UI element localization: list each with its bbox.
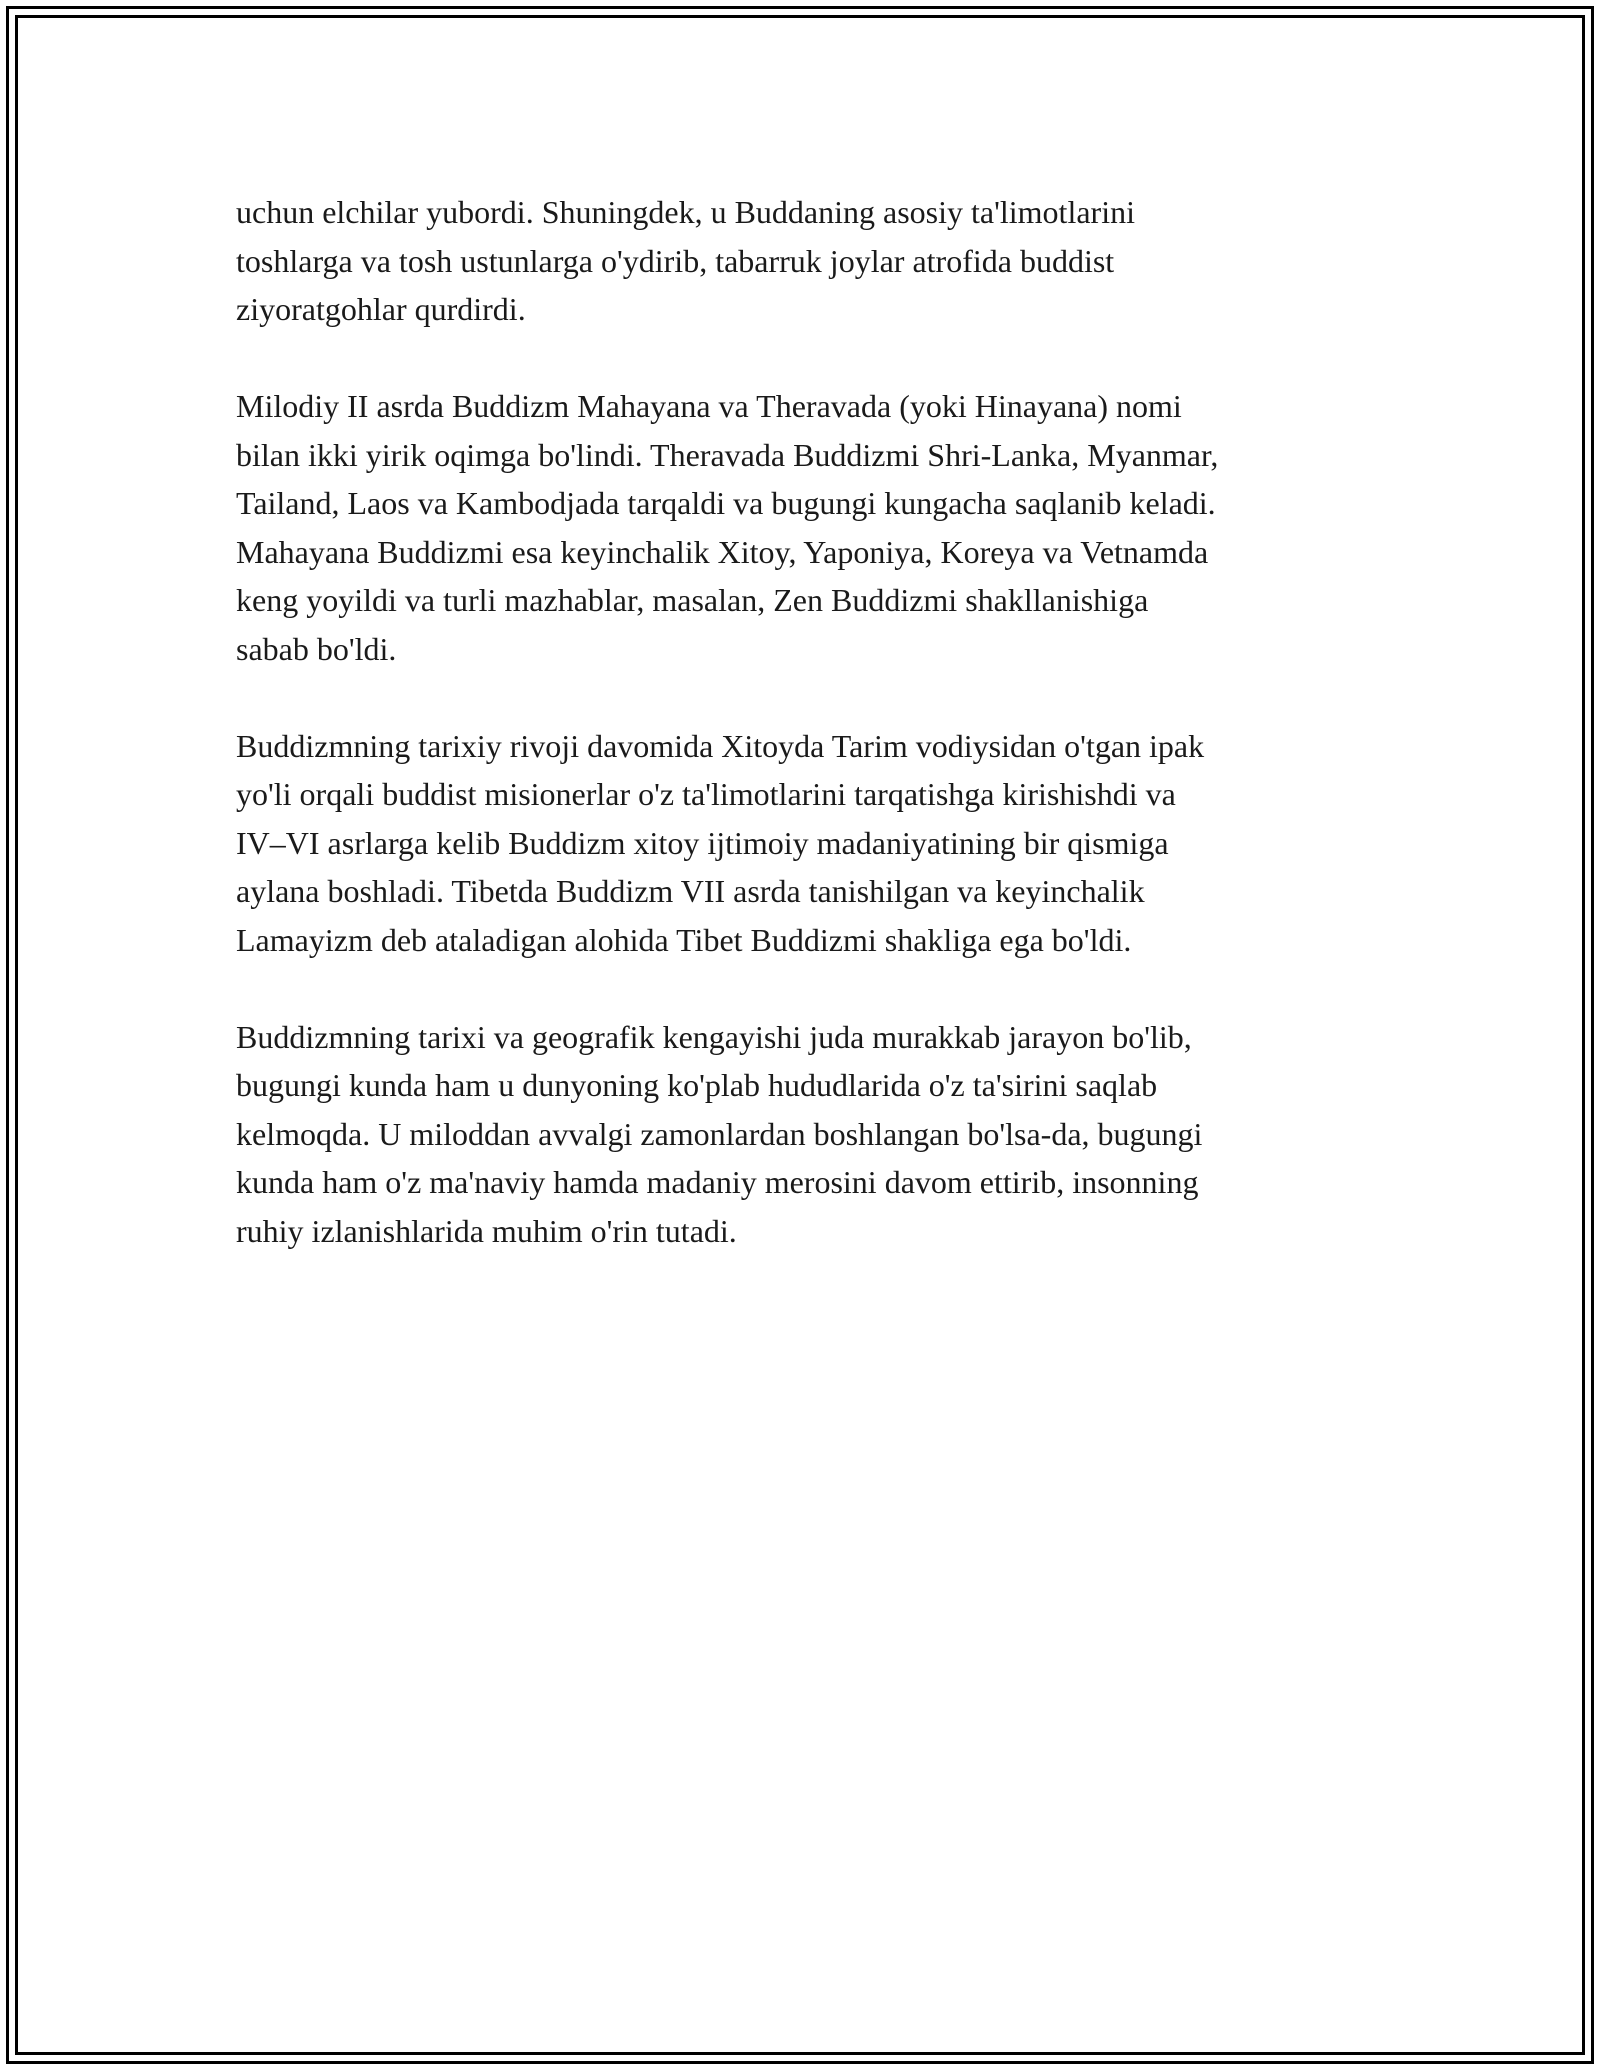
text-line: sabab bo'ldi. [236, 630, 397, 667]
text-line: Tailand, Laos va Kambodjada tarqaldi va bugungi kungacha saqlanib keladi. [236, 485, 1216, 521]
text-line: Lamayizm deb ataladigan alohida Tibet Buddizmi shakliga ega bo'ldi. [236, 921, 1132, 958]
text-line: aylana boshladi. Tibetda Buddizm VII asrda tanishilgan va keyinchalik [236, 873, 1145, 909]
text-line: kunda ham o'z ma'naviy hamda madaniy merosini davom ettirib, insonning [236, 1164, 1199, 1200]
text-line: keng yoyildi va turli mazhablar, masalan, Zen Buddizmi shakllanishiga [236, 582, 1149, 618]
paragraph-3 [236, 722, 1376, 965]
text-line: toshlarga va tosh ustunlarga o'ydirib, tabarruk joylar atrofida buddist [236, 242, 1115, 279]
text-line: bugungi kunda ham u dunyoning ko'plab hududlarida o'z ta'sirini saqlab [236, 1067, 1158, 1103]
text-line: ziyoratgohlar qurdirdi. [236, 291, 526, 327]
text-line: bilan ikki yirik oqimga bo'lindi. Theravada Buddizmi Shri-Lanka, Myanmar, [236, 436, 1219, 473]
text-line: Buddizmning tarixi va geografik kengayishi juda murakkab jarayon bo'lib, [236, 1018, 1192, 1055]
paragraph-1 [236, 188, 1376, 334]
text-line: Mahayana Buddizmi esa keyinchalik Xitoy, Yaponiya, Koreya va Vetnamda [236, 533, 1209, 570]
text-line: kelmoqda. U miloddan avvalgi zamonlardan boshlangan bo'lsa-da, bugungi [236, 1115, 1203, 1152]
text-line: Buddizmning tarixiy rivoji davomida Xitoyda Tarim vodiysidan o'tgan ipak [236, 727, 1205, 764]
text-line: ruhiy izlanishlarida muhim o'rin tutadi. [236, 1212, 737, 1249]
paragraph-2 [236, 382, 1376, 673]
text-line: IV–VI asrlarga kelib Buddizm xitoy ijtimoiy madaniyatining bir qismiga [236, 824, 1169, 861]
text-line: Milodiy II asrda Buddizm Mahayana va Theravada (yoki Hinayana) nomi [236, 388, 1182, 424]
document-body [236, 188, 1376, 1304]
paragraph-4 [236, 1013, 1376, 1256]
text-line: yo'li orqali buddist misionerlar o'z ta'limotlarini tarqatishga kirishishdi va [236, 776, 1176, 812]
text-line: uchun elchilar yubordi. Shuningdek, u Buddaning asosiy ta'limotlarini [236, 194, 1135, 230]
